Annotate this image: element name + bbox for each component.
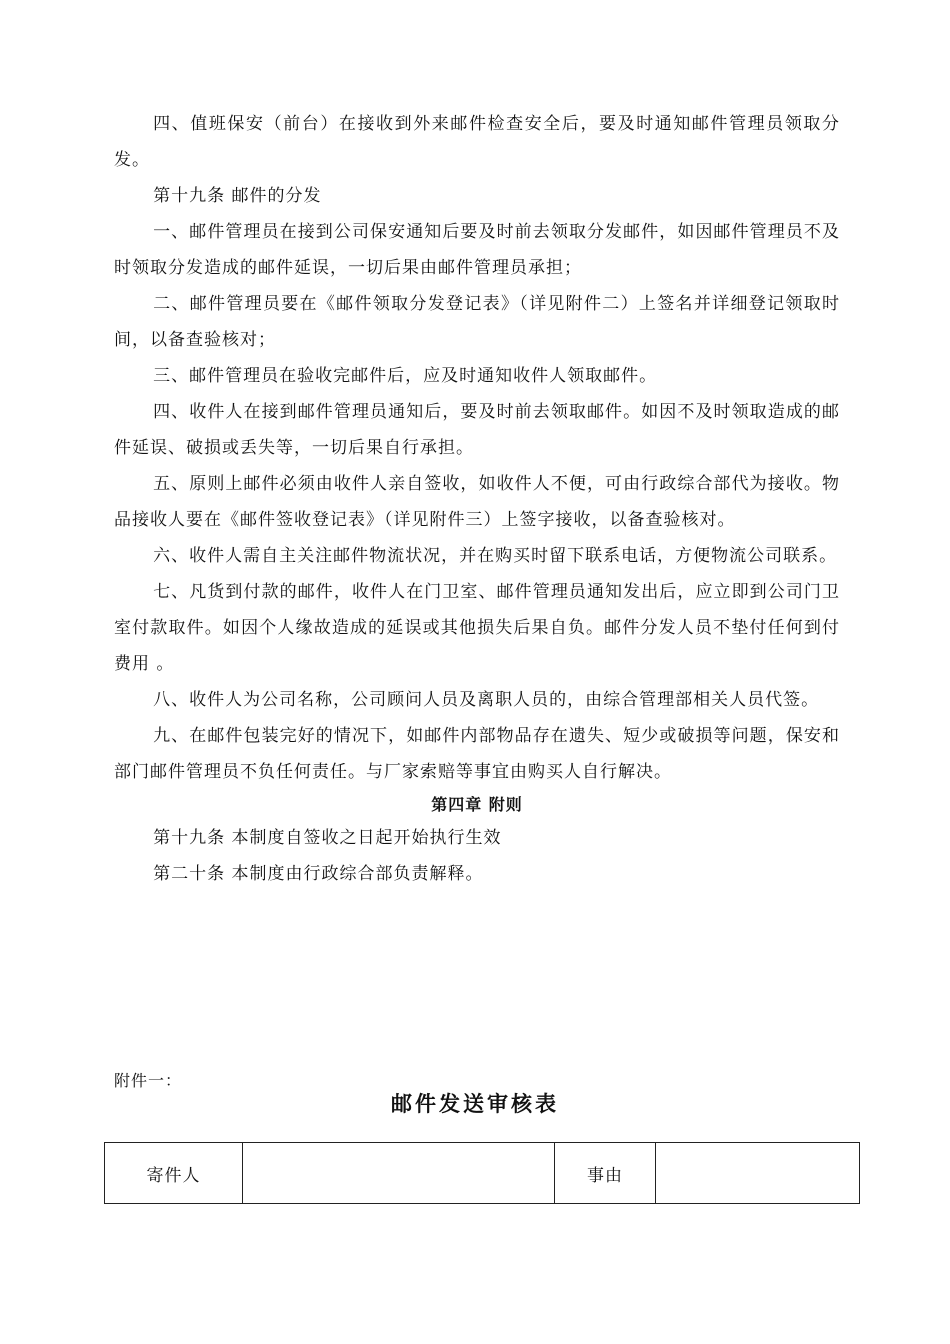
attachment-label: 附件一： — [114, 1071, 183, 1090]
mail-review-form-table — [104, 1142, 860, 1204]
reason-label-cell: 事由 — [555, 1143, 656, 1204]
paragraph: 四、收件人在接到邮件管理员通知后，要及时前去领取邮件。如因不及时领取造成的邮件延误、破损或丢失等，一切后果自行承担。 — [114, 402, 840, 458]
sender-value-cell[interactable] — [243, 1143, 555, 1204]
paragraph: 二、邮件管理员要在《邮件领取分发登记表》（详见附件二）上签名并详细登记领取时间，以备查验核对； — [114, 294, 840, 350]
paragraph: 三、邮件管理员在验收完邮件后，应及时通知收件人领取邮件。 — [153, 366, 658, 386]
paragraph: 六、收件人需自主关注邮件物流状况，并在购买时留下联系电话，方便物流公司联系。 — [153, 546, 838, 566]
paragraph: 八、收件人为公司名称，公司顾问人员及离职人员的，由综合管理部相关人员代签。 — [153, 690, 820, 710]
closing-paragraph: 第十九条 本制度自签收之日起开始执行生效 — [153, 828, 502, 848]
document-body — [114, 106, 840, 892]
paragraph: 一、邮件管理员在接到公司保安通知后要及时前去领取分发邮件，如因邮件管理员不及时领取分发造成的邮件延误，一切后果由邮件管理员承担； — [114, 222, 840, 278]
reason-value-cell[interactable] — [656, 1143, 860, 1204]
paragraph: 五、原则上邮件必须由收件人亲自签收，如收件人不便，可由行政综合部代为接收。物品接收人要在《邮件签收登记表》（详见附件三）上签字接收，以备查验核对。 — [114, 474, 840, 530]
sender-label-cell: 寄件人 — [105, 1143, 243, 1204]
table-row — [105, 1143, 860, 1204]
form-title: 邮件发送审核表 — [391, 1091, 559, 1116]
article-heading: 第十九条 邮件的分发 — [153, 186, 322, 206]
chapter-heading: 第四章 附则 — [431, 795, 523, 814]
paragraph: 四、值班保安（前台）在接收到外来邮件检查安全后，要及时通知邮件管理员领取分发。 — [114, 114, 840, 170]
paragraph: 九、在邮件包装完好的情况下，如邮件内部物品存在遗失、短少或破损等问题，保安和部门邮件管理员不负任何责任。与厂家索赔等事宜由购买人自行解决。 — [114, 726, 840, 782]
closing-paragraph: 第二十条 本制度由行政综合部负责解释。 — [153, 864, 484, 884]
paragraph: 七、凡货到付款的邮件，收件人在门卫室、邮件管理员通知发出后，应立即到公司门卫室付款取件。如因个人缘故造成的延误或其他损失后果自负。邮件分发人员不垫付任何到付费用 。 — [114, 582, 840, 674]
